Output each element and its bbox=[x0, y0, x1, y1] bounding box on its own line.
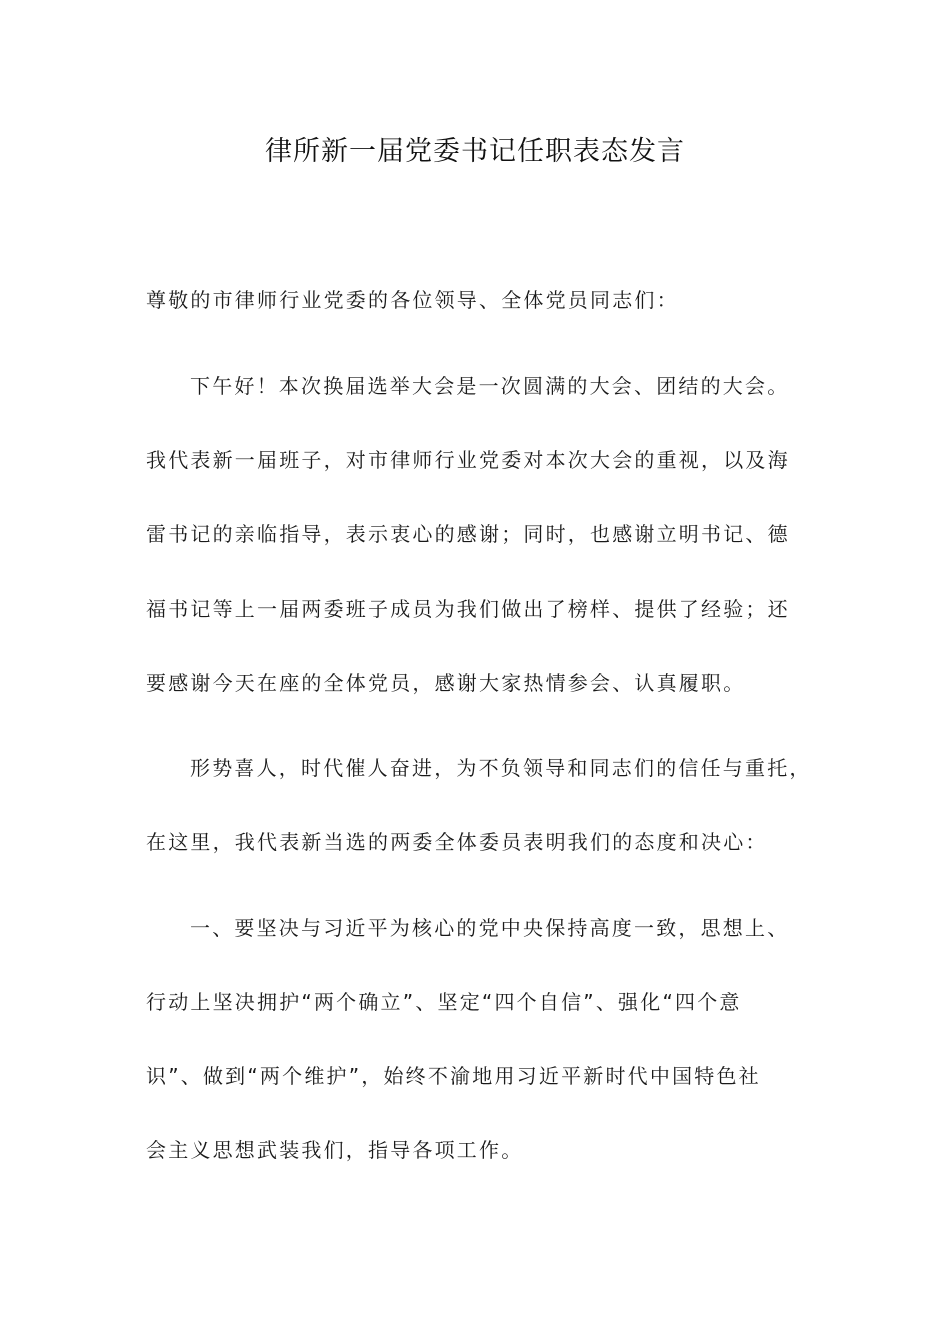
paragraph-line: 会主义思想武装我们，指导各项工作。 bbox=[146, 1138, 524, 1162]
salutation-line: 尊敬的市律师行业党委的各位领导、全体党员同志们： bbox=[146, 288, 679, 312]
paragraph-line: 一、要坚决与习近平为核心的党中央保持高度一致，思想上、 bbox=[190, 916, 790, 940]
paragraph-line: 在这里，我代表新当选的两委全体委员表明我们的态度和决心： bbox=[146, 830, 768, 854]
paragraph-line: 识”、做到“两个维护”，始终不渝地用习近平新时代中国特色社 bbox=[146, 1064, 761, 1088]
paragraph-line: 行动上坚决拥护“两个确立”、坚定“四个自信”、强化“四个意 bbox=[146, 990, 742, 1014]
paragraph-line: 形势喜人，时代催人奋进，为不负领导和同志们的信任与重托， bbox=[190, 756, 812, 780]
document-title: 律所新一届党委书记任职表态发言 bbox=[265, 136, 685, 167]
paragraph-line: 要感谢今天在座的全体党员，感谢大家热情参会、认真履职。 bbox=[146, 671, 746, 695]
paragraph-line: 雷书记的亲临指导，表示衷心的感谢；同时，也感谢立明书记、德 bbox=[146, 522, 790, 546]
paragraph-line: 下午好！本次换届选举大会是一次圆满的大会、团结的大会。 bbox=[190, 374, 790, 398]
paragraph-line: 我代表新一届班子，对市律师行业党委对本次大会的重视，以及海 bbox=[146, 448, 790, 472]
paragraph-line: 福书记等上一届两委班子成员为我们做出了榜样、提供了经验；还 bbox=[146, 597, 790, 621]
